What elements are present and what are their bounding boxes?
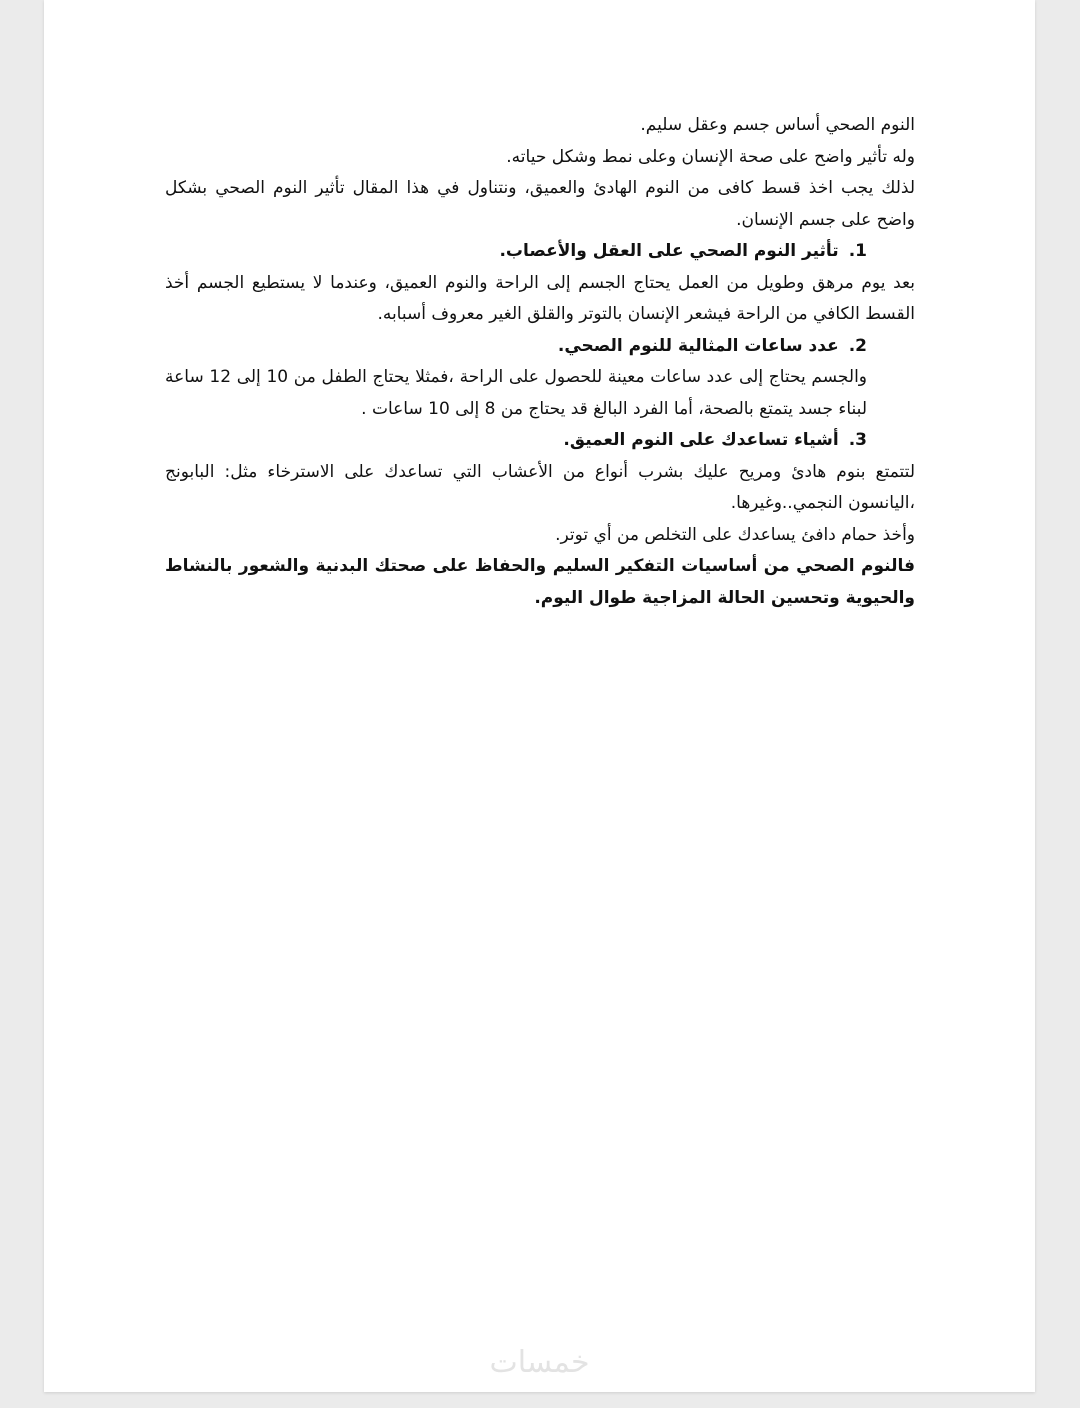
section-body: بعد يوم مرهق وطويل من العمل يحتاج الجسم إلى الراحة والنوم العميق، وعندما لا يستطيع الجسم أخذ القسط الكافي من الراحة فيشعر الإنسان بالتوتر والقلق الغير معروف أسبابه. [165, 272, 915, 324]
section-heading [165, 331, 915, 363]
intro-line: النوم الصحي أساس جسم وعقل سليم. [640, 115, 915, 135]
section-heading [165, 236, 915, 268]
section-title: تأثير النوم الصحي على العقل والأعصاب. [499, 241, 839, 261]
section-number: 2. [848, 335, 867, 356]
intro-line: لذلك يجب اخذ قسط كافى من النوم الهادئ والعميق، ونتناول في هذا المقال تأثير النوم الصحي بشكل واضح على جسم الإنسان. [165, 178, 915, 230]
section-title: أشياء تساعدك على النوم العميق. [563, 430, 839, 450]
document-page [44, 0, 1035, 1392]
extra-line: وأخذ حمام دافئ يساعدك على التخلص من أي توتر. [555, 524, 915, 545]
section-number: 3. [848, 430, 867, 450]
document-body [165, 110, 915, 614]
section-body: لتتمتع بنوم هادئ ومريح عليك بشرب أنواع من الأعشاب التي تساعدك على الاسترخاء مثل: البابونج ،اليانسون النجمي..وغيرها. [165, 461, 915, 513]
conclusion: فالنوم الصحي من أساسيات التفكير السليم والحفاظ على صحتك البدنية والشعور بالنشاط والحيوية وتحسين الحالة المزاجية طوال اليوم. [165, 556, 915, 608]
section-number: 1. [848, 241, 867, 261]
watermark-logo: خمسات [489, 1345, 590, 1380]
section-heading [165, 425, 915, 457]
intro-line: وله تأثير واضح على صحة الإنسان وعلى نمط وشكل حياته. [506, 146, 915, 167]
section-body: والجسم يحتاج إلى عدد ساعات معينة للحصول على الراحة ،فمثلا يحتاج الطفل من 10 إلى 12 ساعة لبناء جسد يتمتع بالصحة، أما الفرد البالغ قد يحتاج من 8 إلى 10 ساعات . [165, 367, 867, 419]
section-title: عدد ساعات المثالية للنوم الصحي. [557, 335, 839, 356]
